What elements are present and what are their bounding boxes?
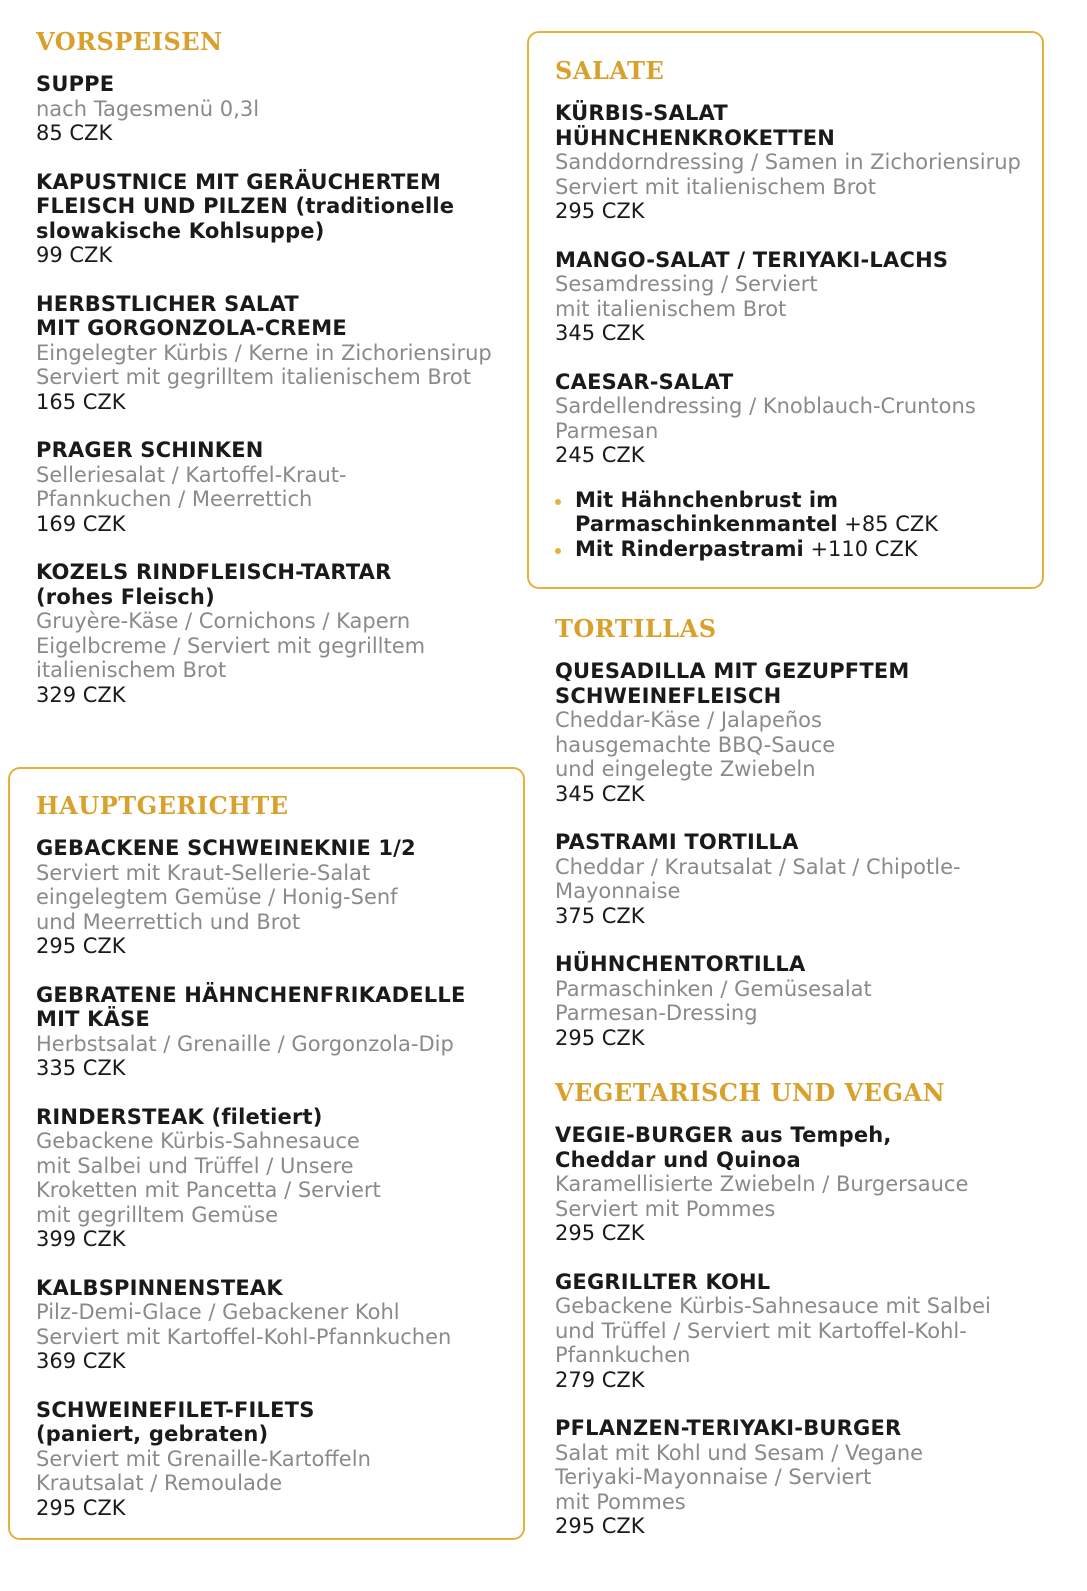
- menu-item: [36, 560, 516, 707]
- item-description: Selleriesalat / Kartoffel-Kraut- Pfannkuchen / Meerrettich: [36, 462, 347, 511]
- item-price: 375 CZK: [555, 903, 645, 928]
- addon-price: +85 CZK: [844, 512, 939, 536]
- item-name: HERBSTLICHER SALAT MIT GORGONZOLA-CREME: [36, 291, 347, 340]
- item-price: 335 CZK: [36, 1056, 126, 1080]
- item-name: PASTRAMI TORTILLA: [555, 830, 799, 854]
- menu-item: [36, 1276, 516, 1374]
- item-description: Cheddar / Krautsalat / Salat / Chipotle- Mayonnaise: [555, 854, 961, 903]
- item-price: 345 CZK: [555, 321, 645, 345]
- menu-item: [36, 72, 516, 146]
- menu-item: [555, 1123, 1035, 1246]
- item-price: 295 CZK: [555, 199, 645, 223]
- item-description: Gruyère-Käse / Cornichons / Kapern Eigelbcreme / Serviert mit gegrilltem italienischem Brot: [36, 609, 426, 682]
- item-description: Karamellisierte Zwiebeln / Burgersauce Serviert mit Pommes: [555, 1172, 969, 1221]
- item-name: VEGIE-BURGER aus Tempeh, Cheddar und Quinoa: [555, 1123, 892, 1172]
- section-title: VEGETARISCH UND VEGAN: [555, 1078, 946, 1107]
- item-price: 99 CZK: [36, 243, 113, 267]
- menu-item: [555, 1270, 1035, 1393]
- menu-item: [555, 659, 1035, 806]
- item-price: 279 CZK: [555, 1367, 645, 1392]
- item-name: GEBRATENE HÄHNCHENFRIKADELLE MIT KÄSE: [36, 982, 466, 1031]
- menu-item: [555, 1416, 1035, 1539]
- item-description: nach Tagesmenü 0,3l: [36, 96, 260, 121]
- item-description: Parmaschinken / Gemüsesalat Parmesan-Dressing: [555, 976, 872, 1025]
- addon-price: +110 CZK: [810, 536, 918, 561]
- item-price: 85 CZK: [36, 121, 113, 145]
- item-name: KAPUSTNICE MIT GERÄUCHERTEM FLEISCH UND PILZEN (traditionelle slowakische Kohlsuppe): [36, 169, 455, 243]
- section-vorspeisen: [36, 27, 516, 731]
- item-name: GEGRILLTER KOHL: [555, 1269, 771, 1294]
- item-description: Gebackene Kürbis-Sahnesauce mit Salbei und Trüffel / Unsere Kroketten mit Pancetta / Serviert mit gegrilltem Gemüse: [36, 1129, 381, 1227]
- section-title: VORSPEISEN: [36, 27, 223, 56]
- item-description: Serviert mit Kraut-Sellerie-Salat eingelegtem Gemüse / Honig-Senf und Meerrettich und Brot: [36, 860, 398, 934]
- item-price: 295 CZK: [36, 934, 126, 958]
- item-price: 345 CZK: [555, 781, 645, 806]
- item-name: HÜHNCHENTORTILLA: [555, 952, 806, 976]
- item-description: Salat mit Kohl und Sesam / Vegane Teriyaki-Mayonnaise / Serviert mit Pommes: [555, 1440, 924, 1514]
- section-title: SALATE: [555, 56, 665, 85]
- item-name: GEBACKENE SCHWEINEKNIE 1/2: [36, 836, 416, 860]
- item-name: QUESADILLA MIT GEZUPFTEM SCHWEINEFLEISCH: [555, 659, 910, 708]
- item-price: 295 CZK: [36, 1495, 126, 1520]
- item-description: Herbstsalat / Grenaille / Gorgonzola-Dip: [36, 1031, 454, 1056]
- addon-item: [555, 488, 1035, 537]
- item-description: Sanddorndressing / Samen in Zichoriensirup Serviert mit italienischem Brot: [555, 150, 1021, 199]
- item-price: 295 CZK: [555, 1025, 645, 1050]
- section-vegetarisch: [555, 1078, 1035, 1563]
- menu-item: [555, 830, 1035, 928]
- item-price: 245 CZK: [555, 443, 645, 467]
- item-name: CAESAR-SALAT: [555, 369, 734, 394]
- item-price: 369 CZK: [36, 1349, 126, 1373]
- item-price: 329 CZK: [36, 682, 126, 707]
- item-name: SCHWEINEFILET-FILETS (paniert, gebraten): [36, 1397, 315, 1446]
- item-name: KOZELS RINDFLEISCH-TARTAR (rohes Fleisch): [36, 560, 392, 609]
- section-salate: [555, 56, 1035, 561]
- item-name: PRAGER SCHINKEN: [36, 438, 264, 462]
- addon-list: [555, 488, 1035, 562]
- menu-item: [36, 438, 516, 536]
- item-name: KÜRBIS-SALAT HÜHNCHENKROKETTEN: [555, 101, 836, 150]
- item-name: PFLANZEN-TERIYAKI-BURGER: [555, 1416, 902, 1440]
- menu-item: [36, 1398, 516, 1521]
- item-price: 295 CZK: [555, 1221, 645, 1245]
- section-title: TORTILLAS: [555, 614, 717, 643]
- section-tortillas: [555, 614, 1035, 1074]
- item-name: RINDERSTEAK (filetiert): [36, 1104, 323, 1129]
- item-description: Gebackene Kürbis-Sahnesauce mit Salbei und Trüffel / Serviert mit Kartoffel-Kohl- Pfannkuchen: [555, 1294, 991, 1367]
- menu-item: [36, 170, 516, 268]
- item-description: Sesamdressing / Serviert mit italienischem Brot: [555, 272, 818, 321]
- menu-item: [36, 983, 516, 1081]
- item-name: KALBSPINNENSTEAK: [36, 1275, 283, 1300]
- menu-item: [555, 370, 1035, 468]
- item-description: Pilz-Demi-Glace / Gebackener Kohl Serviert mit Kartoffel-Kohl-Pfannkuchen: [36, 1300, 452, 1349]
- section-title: HAUPTGERICHTE: [36, 791, 289, 820]
- item-price: 399 CZK: [36, 1227, 126, 1251]
- menu-item: [555, 952, 1035, 1050]
- item-description: Sardellendressing / Knoblauch-Cruntons Parmesan: [555, 394, 976, 443]
- menu-item: [555, 101, 1035, 224]
- item-description: Cheddar-Käse / Jalapeños hausgemachte BBQ-Sauce und eingelegte Zwiebeln: [555, 708, 836, 781]
- section-hauptgerichte: [36, 791, 516, 1544]
- menu-item: [36, 292, 516, 415]
- addon-label: Mit Hähnchenbrust im Parmaschinkenmantel: [575, 487, 838, 536]
- addon-item: [555, 537, 1035, 562]
- item-description: Serviert mit Grenaille-Kartoffeln Krautsalat / Remoulade: [36, 1446, 371, 1495]
- item-price: 169 CZK: [36, 511, 126, 536]
- menu-item: [36, 1105, 516, 1252]
- menu-item: [555, 248, 1035, 346]
- item-price: 165 CZK: [36, 389, 126, 414]
- menu-item: [36, 836, 516, 959]
- item-name: SUPPE: [36, 72, 115, 96]
- item-name: MANGO-SALAT / TERIYAKI-LACHS: [555, 247, 949, 272]
- addon-label: Mit Rinderpastrami: [575, 536, 804, 561]
- item-price: 295 CZK: [555, 1514, 645, 1538]
- item-description: Eingelegter Kürbis / Kerne in Zichoriensirup Serviert mit gegrilltem italienischem Brot: [36, 340, 492, 389]
